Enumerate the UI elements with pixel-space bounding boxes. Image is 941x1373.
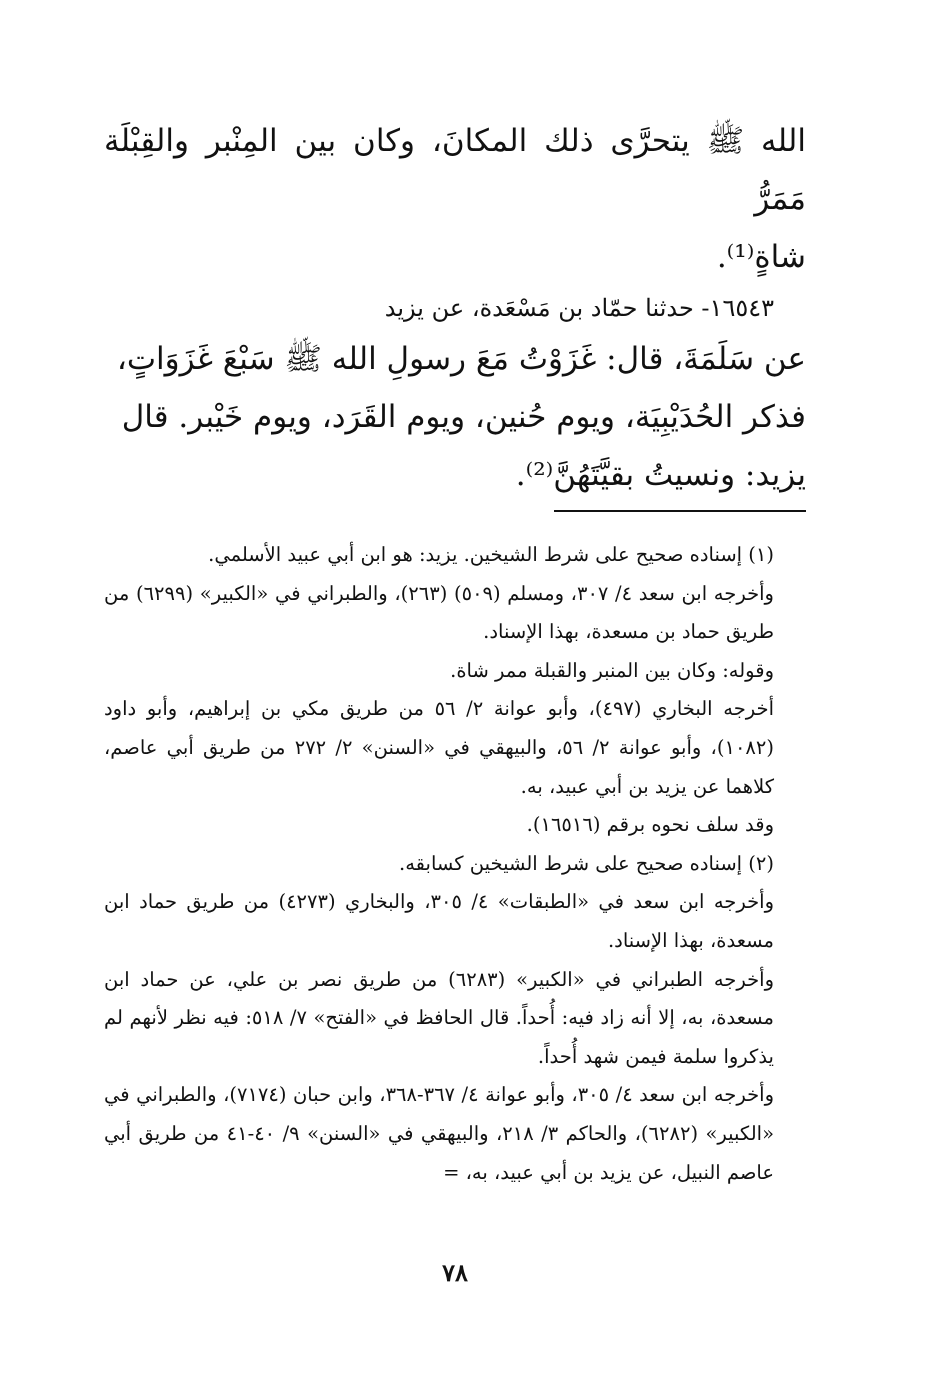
- hadith-header: ١٦٥٤٣- حدثنا حمّاد بن مَسْعَدة، عن يزيد: [384, 294, 774, 322]
- footnote-paragraph: وقد سلف نحوه برقم (١٦٥١٦).: [526, 813, 774, 837]
- footnote-separator: [554, 510, 806, 512]
- footnote-paragraph: (٢) إسناده صحيح على شرط الشيخين كسابقه.: [399, 851, 774, 875]
- hadith-line-1: عن سَلَمَةَ، قال: غَزَوْتُ مَعَ رسولِ الله ﷺ سَبْعَ غَزَوَاتٍ،: [116, 341, 806, 377]
- footnotes: [104, 536, 806, 1192]
- hadith-line-2: فذكر الحُدَيْبِيَة، ويوم حُنين، ويوم القَرَد، ويوم خَيْبر. قال: [121, 399, 806, 435]
- footnote-paragraph: وأخرجه الطبراني في «الكبير» (٦٢٨٣) من طريق نصر بن علي، عن حماد ابن مسعدة، به، إلا أنه زاد فيه: أُحداً. قال الحافظ في «الفتح» ٧/ ٥١٨: فيه نظر لأنهم لم يذكروا سلمة فيمن شهد أُحداً.: [104, 967, 774, 1068]
- main-line-2: شاةٍ⁽¹⁾.: [716, 239, 806, 275]
- footnote-paragraph: (١) إسناده صحيح على شرط الشيخين. يزيد: هو ابن أبي عبيد الأسلمي.: [208, 543, 774, 566]
- main-text: [104, 112, 806, 504]
- footnote-paragraph: وأخرجه ابن سعد ٤/ ٣٠٥، وأبو عوانة ٤/ ٣٦٧-٣٦٨، وابن حبان (٧١٧٤)، والطبراني في «الكبير» (٦٢٨٢)، والحاكم ٣/ ٢١٨، والبيهقي في «السنن» ٩/ ٤٠-٤١ من طريق أبي عاصم النبيل، عن يزيد بن أبي عبيد، به، =: [104, 1083, 774, 1184]
- footnote-paragraph: وأخرجه ابن سعد في «الطبقات» ٤/ ٣٠٥، والبخاري (٤٢٧٣) من طريق حماد ابن مسعدة، بهذا الإسناد.: [104, 890, 774, 952]
- document-page: [104, 112, 806, 1352]
- footnote-paragraph: وأخرجه ابن سعد ٤/ ٣٠٧، ومسلم (٥٠٩) (٢٦٣)، والطبراني في «الكبير» (٦٢٩٩) من طريق حماد بن مسعدة، بهذا الإسناد.: [104, 581, 774, 644]
- footnote-paragraph: وقوله: وكان بين المنبر والقبلة ممر شاة.: [450, 658, 774, 682]
- main-line-1: الله ﷺ يتحرَّى ذلك المكانَ، وكان بين المِنْبر والقِبْلَة مَمَرُّ: [104, 123, 806, 217]
- page-number: ٧٨: [442, 1258, 468, 1287]
- hadith-line-3: يزيد: ونسيتُ بقيَّتَهُنَّ⁽²⁾.: [515, 457, 806, 493]
- footnote-paragraph: أخرجه البخاري (٤٩٧)، وأبو عوانة ٢/ ٥٦ من طريق مكي بن إبراهيم، وأبو داود (١٠٨٢)، وأبو عوانة ٢/ ٥٦، والبيهقي في «السنن» ٢/ ٢٧٢ من طريق أبي عاصم، كلاهما عن يزيد بن أبي عبيد، به.: [104, 697, 774, 798]
